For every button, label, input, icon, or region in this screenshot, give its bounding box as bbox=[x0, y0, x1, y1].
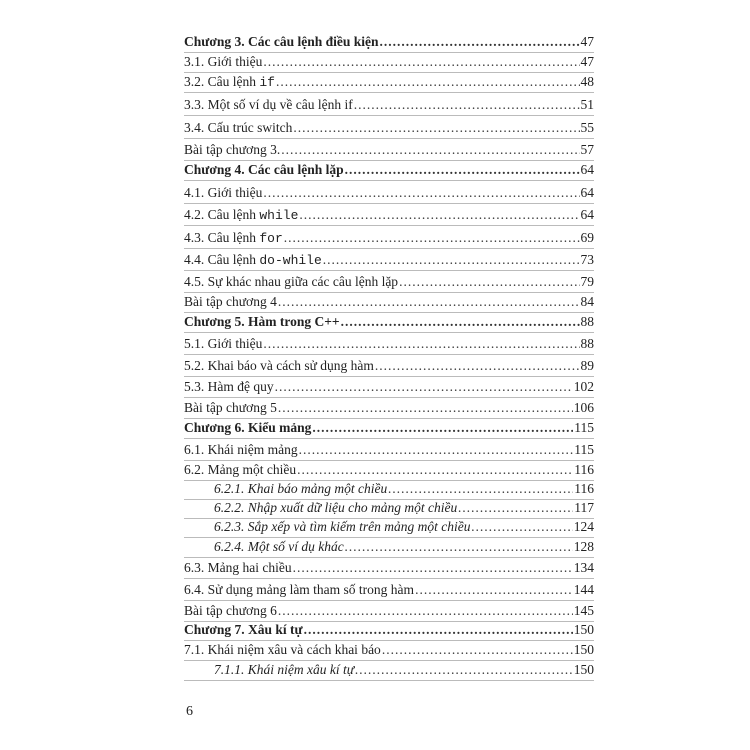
dot-leader bbox=[293, 119, 579, 137]
entry-page-number: 55 bbox=[580, 120, 594, 135]
entry-title-text: 4.4. Câu lệnh bbox=[184, 252, 260, 267]
entry-code-keyword: for bbox=[259, 231, 283, 246]
dot-leader bbox=[278, 293, 580, 311]
entry-page-number: 115 bbox=[574, 442, 594, 457]
entry-code-keyword: do-while bbox=[259, 253, 322, 268]
toc-section-entry bbox=[184, 293, 594, 311]
dot-leader bbox=[263, 53, 579, 71]
entry-title-text: 4.5. Sự khác nhau giữa các câu lệnh lặp bbox=[184, 274, 399, 289]
dot-leader bbox=[263, 335, 579, 353]
entry-title bbox=[184, 53, 262, 71]
entry-title-text: 6.2. Mảng một chiều bbox=[184, 462, 297, 477]
entry-title bbox=[184, 441, 298, 459]
entry-page-number: 88 bbox=[580, 314, 594, 329]
entry-title-text: 5.1. Giới thiệu bbox=[184, 336, 263, 351]
toc-section-entry bbox=[184, 581, 594, 599]
entry-title bbox=[184, 273, 398, 291]
entry-page-number: 88 bbox=[580, 336, 594, 351]
entry-title-text: 3.4. Cấu trúc switch bbox=[184, 120, 293, 135]
entry-page-number: 47 bbox=[580, 54, 594, 69]
entry-title bbox=[184, 399, 277, 417]
entry-title bbox=[184, 206, 298, 225]
entry-page-number: 117 bbox=[574, 500, 594, 515]
dot-leader bbox=[388, 480, 573, 498]
entry-page-number: 145 bbox=[573, 603, 594, 618]
entry-title-text: 5.3. Hàm đệ quy bbox=[184, 379, 274, 394]
toc-section-entry bbox=[184, 53, 594, 71]
entry-title bbox=[214, 518, 470, 536]
entry-title-text: 5.2. Khai báo và cách sử dụng hàm bbox=[184, 358, 374, 373]
toc-section-entry bbox=[184, 399, 594, 417]
toc-section-entry bbox=[184, 273, 594, 291]
dot-leader bbox=[345, 538, 573, 556]
entry-title-text: 4.2. Câu lệnh bbox=[184, 207, 260, 222]
toc-chapter-entry bbox=[184, 33, 594, 51]
entry-title-text: 6.1. Khái niệm mảng bbox=[184, 442, 298, 457]
entry-title bbox=[214, 499, 457, 517]
dot-leader bbox=[312, 419, 573, 437]
entry-page-number: 64 bbox=[580, 162, 594, 177]
entry-page-number: 47 bbox=[580, 34, 594, 49]
entry-page-number: 48 bbox=[580, 74, 594, 89]
entry-title bbox=[184, 229, 283, 248]
entry-title bbox=[214, 480, 387, 498]
toc-section-entry bbox=[184, 602, 594, 620]
toc-section-entry bbox=[184, 559, 594, 577]
toc-subsection-entry bbox=[214, 518, 594, 536]
entry-title bbox=[184, 33, 378, 51]
toc-chapter-entry bbox=[184, 621, 594, 639]
toc-subsection-entry bbox=[214, 480, 594, 498]
dot-leader bbox=[284, 229, 580, 247]
entry-title bbox=[184, 73, 275, 92]
toc-chapter-entry bbox=[184, 313, 594, 331]
dot-leader bbox=[297, 461, 573, 479]
entry-title-text: 4.1. Giới thiệu bbox=[184, 185, 263, 200]
entry-title-text: Bài tập chương 3. bbox=[184, 142, 281, 157]
entry-title bbox=[184, 602, 277, 620]
toc-section-entry bbox=[184, 229, 594, 247]
entry-title bbox=[184, 419, 311, 437]
toc-subsection-entry bbox=[214, 661, 594, 679]
dot-leader bbox=[341, 313, 580, 331]
toc-section-entry bbox=[184, 641, 594, 659]
dot-leader bbox=[323, 251, 580, 269]
dot-leader bbox=[345, 161, 580, 179]
entry-title-text: 6.4. Sử dụng mảng làm tham số trong hàm bbox=[184, 582, 415, 597]
entry-page-number: 102 bbox=[573, 379, 594, 394]
toc-section-entry bbox=[184, 461, 594, 479]
page-number: 6 bbox=[186, 704, 193, 719]
entry-title-text: 6.2.1. Khai báo mảng một chiều bbox=[214, 481, 388, 496]
entry-page-number: 134 bbox=[573, 560, 594, 575]
entry-page-number: 73 bbox=[580, 252, 594, 267]
entry-title bbox=[214, 538, 344, 556]
dot-leader bbox=[263, 184, 579, 202]
dot-leader bbox=[293, 559, 573, 577]
entry-page-number: 69 bbox=[580, 230, 594, 245]
entry-title bbox=[184, 96, 353, 114]
toc-subsection-entry bbox=[214, 499, 594, 517]
toc-section-entry bbox=[184, 357, 594, 375]
dot-leader bbox=[281, 141, 579, 159]
dot-leader bbox=[471, 518, 572, 536]
toc-section-entry bbox=[184, 441, 594, 459]
entry-code-keyword: while bbox=[259, 208, 299, 223]
dot-leader bbox=[299, 206, 579, 224]
dot-leader bbox=[382, 641, 573, 659]
toc-section-entry bbox=[184, 184, 594, 202]
entry-title-text: Bài tập chương 5 bbox=[184, 400, 277, 415]
entry-title-text: Chương 5. Hàm trong C++ bbox=[184, 314, 340, 329]
entry-title bbox=[184, 378, 274, 396]
dot-leader bbox=[304, 621, 573, 639]
entry-title-text: 6.2.4. Một số ví dụ khác bbox=[214, 539, 344, 554]
dot-leader bbox=[458, 499, 573, 517]
entry-title-text: 4.3. Câu lệnh bbox=[184, 230, 260, 245]
entry-title-text: Bài tập chương 6 bbox=[184, 603, 277, 618]
entry-title bbox=[184, 141, 280, 159]
entry-title bbox=[184, 161, 344, 179]
dot-leader bbox=[278, 399, 573, 417]
entry-page-number: 116 bbox=[574, 481, 594, 496]
toc-section-entry bbox=[184, 378, 594, 396]
entry-title bbox=[184, 184, 262, 202]
entry-title bbox=[184, 119, 292, 137]
entry-page-number: 89 bbox=[580, 358, 594, 373]
dot-leader bbox=[375, 357, 580, 375]
entry-title bbox=[184, 581, 414, 599]
toc-section-entry bbox=[184, 335, 594, 353]
dot-leader bbox=[276, 73, 580, 91]
entry-page-number: 116 bbox=[574, 462, 594, 477]
entry-page-number: 150 bbox=[573, 622, 594, 637]
entry-title bbox=[214, 661, 354, 679]
entry-title-text: 6.3. Mảng hai chiều bbox=[184, 560, 292, 575]
entry-title-text: 7.1. Khái niệm xâu và cách khai báo bbox=[184, 642, 381, 657]
entry-title bbox=[184, 251, 322, 270]
entry-title bbox=[184, 461, 296, 479]
dot-leader bbox=[399, 273, 579, 291]
entry-title bbox=[184, 293, 277, 311]
dot-leader bbox=[299, 441, 574, 459]
dot-leader bbox=[379, 33, 579, 51]
entry-title-text: 3.2. Câu lệnh bbox=[184, 74, 260, 89]
toc-section-entry bbox=[184, 251, 594, 269]
dot-leader bbox=[354, 96, 580, 114]
entry-page-number: 144 bbox=[573, 582, 594, 597]
entry-title-text: 3.1. Giới thiệu bbox=[184, 54, 263, 69]
dot-leader bbox=[275, 378, 573, 396]
entry-title-text: 6.2.3. Sắp xếp và tìm kiếm trên mảng một chiều bbox=[214, 519, 471, 534]
entry-title-text: 7.1.1. Khái niệm xâu kí tự bbox=[214, 662, 355, 677]
entry-title bbox=[184, 335, 262, 353]
dot-leader bbox=[415, 581, 573, 599]
entry-page-number: 150 bbox=[573, 662, 594, 677]
entry-title-text: 3.3. Một số ví dụ về câu lệnh if bbox=[184, 97, 353, 112]
entry-title bbox=[184, 641, 381, 659]
entry-title bbox=[184, 357, 374, 375]
dot-leader bbox=[355, 661, 573, 679]
toc-chapter-entry bbox=[184, 419, 594, 437]
entry-title-text: Chương 6. Kiểu mảng bbox=[184, 420, 312, 435]
toc-section-entry bbox=[184, 96, 594, 114]
entry-page-number: 84 bbox=[580, 294, 594, 309]
toc-chapter-entry bbox=[184, 161, 594, 179]
entry-page-number: 79 bbox=[580, 274, 594, 289]
toc-section-entry bbox=[184, 141, 594, 159]
toc-subsection-entry bbox=[214, 538, 594, 556]
entry-page-number: 150 bbox=[573, 642, 594, 657]
dot-leader bbox=[278, 602, 573, 620]
entry-page-number: 128 bbox=[573, 539, 594, 554]
entry-title bbox=[184, 313, 340, 331]
entry-page-number: 51 bbox=[580, 97, 594, 112]
entry-page-number: 115 bbox=[574, 420, 594, 435]
entry-page-number: 64 bbox=[580, 207, 594, 222]
entry-title-text: Bài tập chương 4 bbox=[184, 294, 277, 309]
toc-section-entry bbox=[184, 206, 594, 224]
toc-section-entry bbox=[184, 119, 594, 137]
toc-section-entry bbox=[184, 73, 594, 91]
entry-title bbox=[184, 621, 303, 639]
entry-title-text: 6.2.2. Nhập xuất dữ liệu cho mảng một chiều bbox=[214, 500, 458, 515]
entry-page-number: 124 bbox=[573, 519, 594, 534]
entry-title-text: Chương 7. Xâu kí tự bbox=[184, 622, 303, 637]
entry-page-number: 106 bbox=[573, 400, 594, 415]
entry-title-text: Chương 4. Các câu lệnh lặp bbox=[184, 162, 344, 177]
entry-title bbox=[184, 559, 292, 577]
entry-title-text: Chương 3. Các câu lệnh điều kiện bbox=[184, 34, 379, 49]
entry-page-number: 64 bbox=[580, 185, 594, 200]
entry-code-keyword: if bbox=[259, 75, 275, 90]
entry-page-number: 57 bbox=[580, 142, 594, 157]
